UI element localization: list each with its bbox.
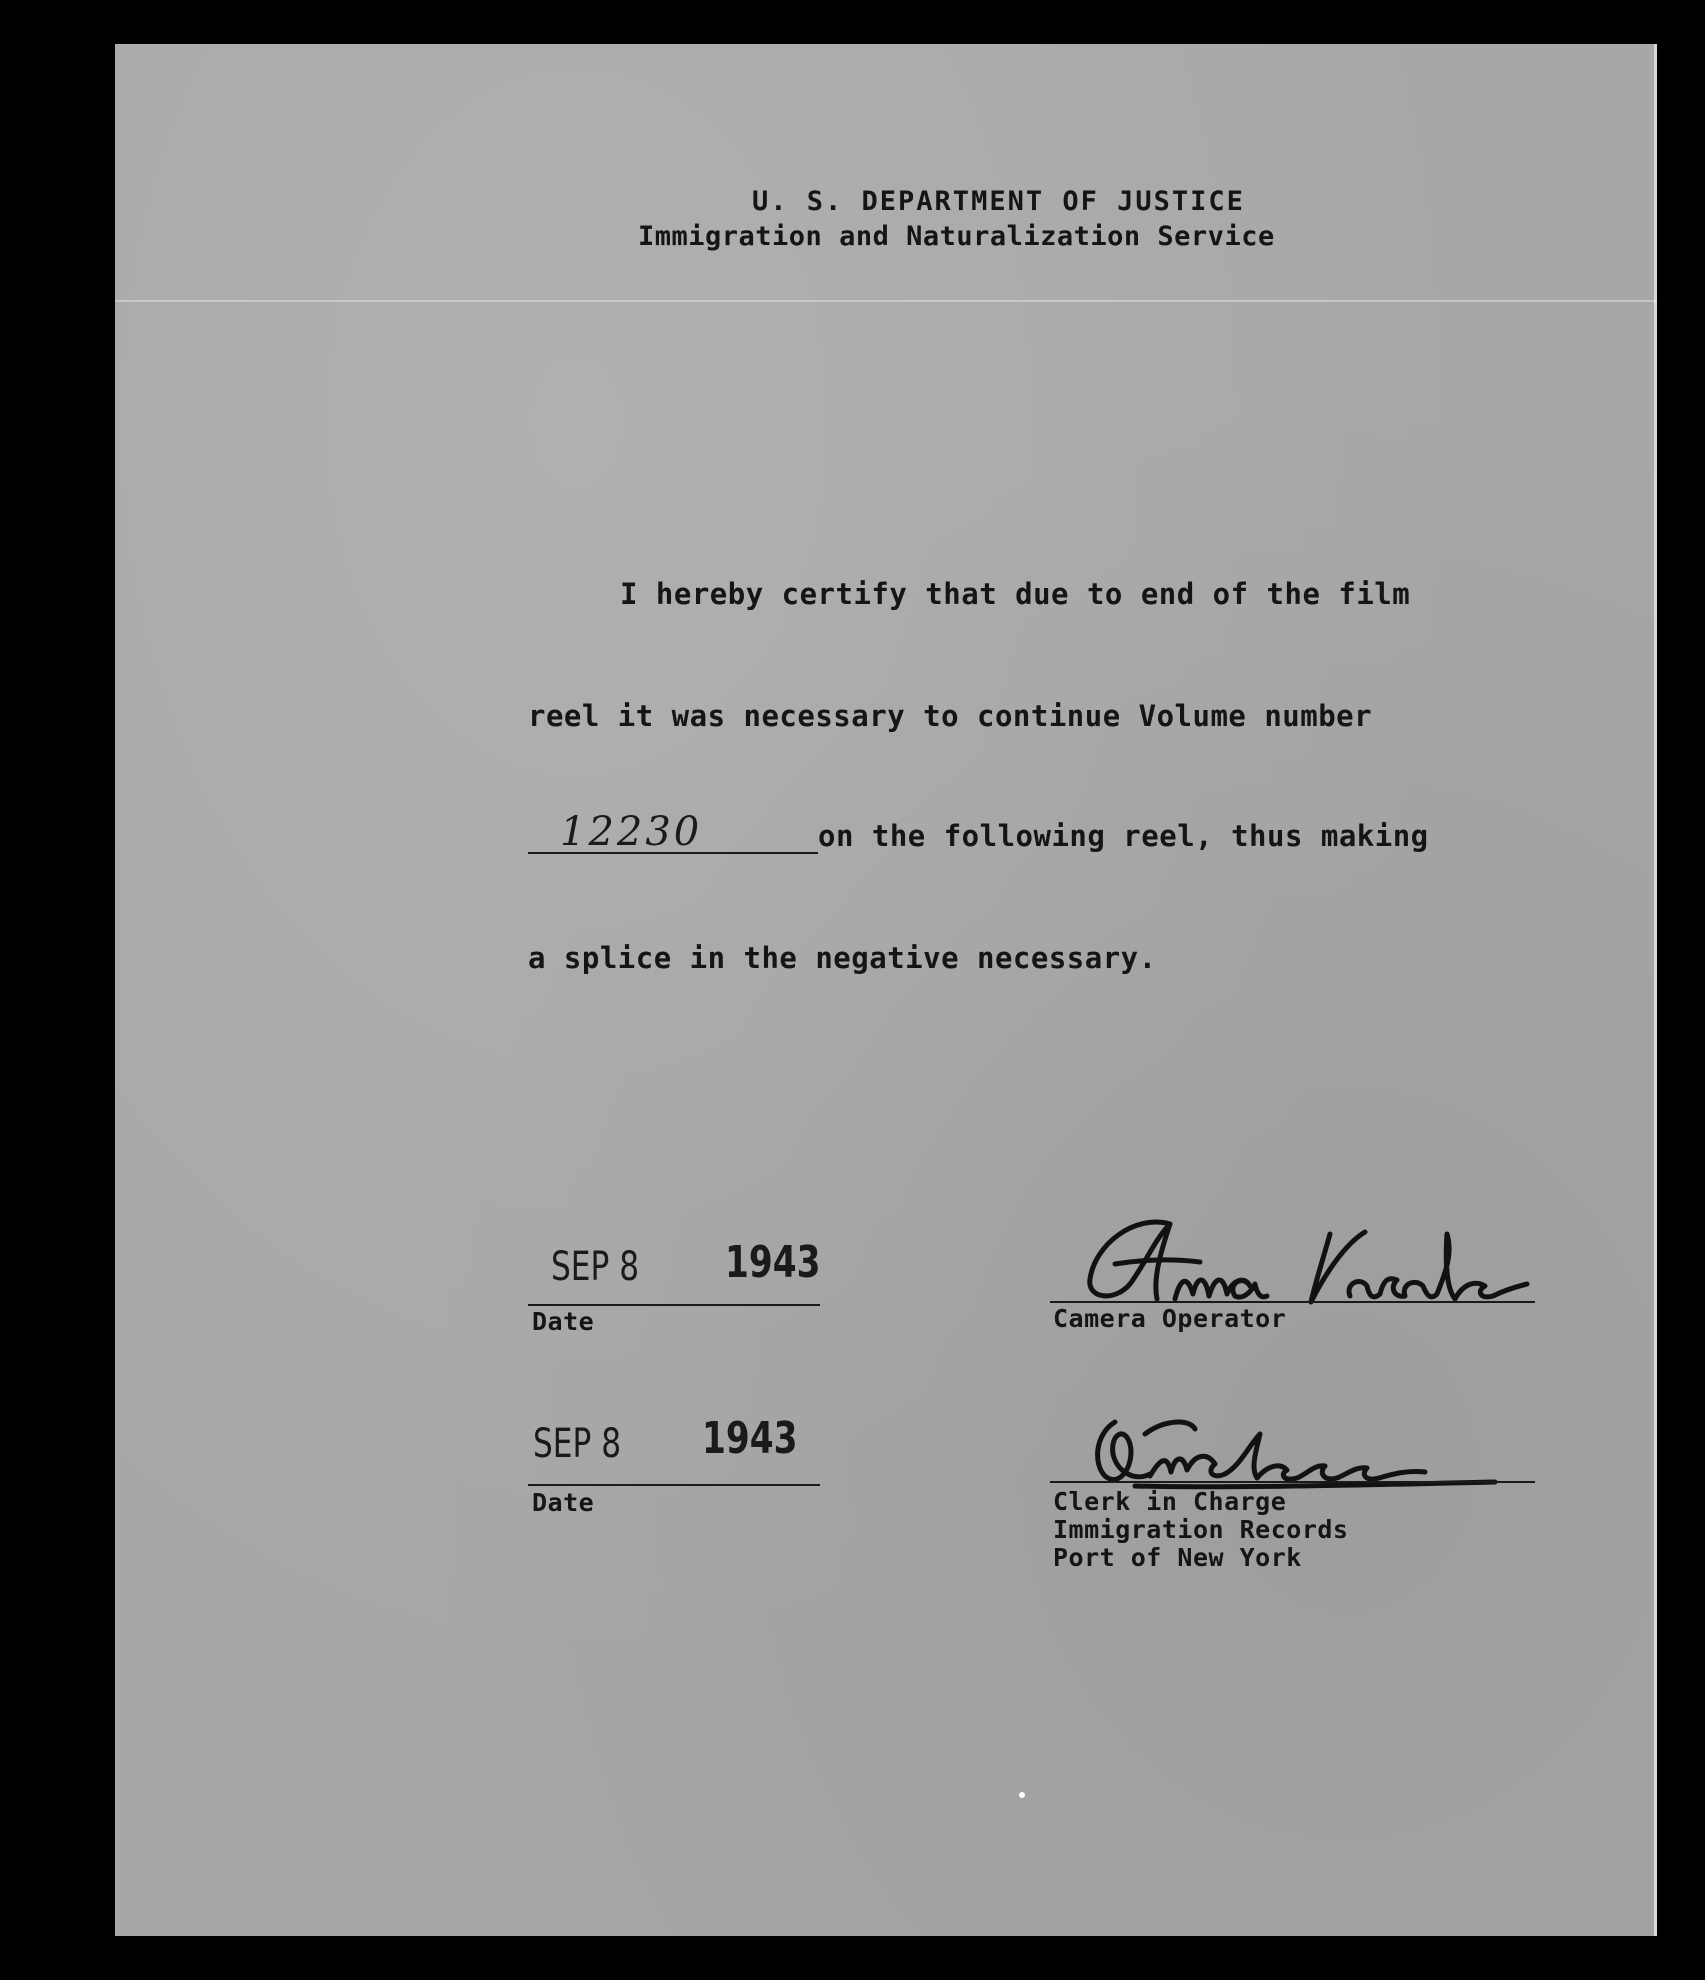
volume-number-handwritten: 12230 [560, 809, 703, 855]
clerk-signature [1075, 1404, 1545, 1499]
clerk-signature-line [1050, 1481, 1535, 1483]
department-heading: U. S. DEPARTMENT OF JUSTICE [752, 186, 1245, 217]
camera-operator-signature [1075, 1204, 1545, 1314]
service-heading: Immigration and Naturalization Service [638, 221, 1275, 252]
clerk-title-line-2: Immigration Records [1053, 1515, 1349, 1544]
date-stamp-2-year: 1943 [702, 1413, 798, 1464]
document-page [115, 44, 1657, 1936]
film-speck [1019, 1792, 1025, 1798]
date-line-2 [528, 1484, 820, 1486]
camera-operator-signature-line [1050, 1301, 1535, 1303]
certificate-line-2: reel it was necessary to continue Volume number [528, 699, 1373, 733]
certificate-line-1: I hereby certify that due to end of the film [620, 577, 1411, 611]
date-label-2: Date [532, 1488, 595, 1517]
clerk-title-line-1: Clerk in Charge [1053, 1487, 1287, 1516]
header-fold-line [115, 300, 1657, 302]
clerk-title-line-3: Port of New York [1053, 1543, 1302, 1572]
date-stamp-1-year: 1943 [725, 1237, 821, 1288]
certificate-line-3: on the following reel, thus making [818, 819, 1429, 853]
date-stamp-1-day: SEP 8 [551, 1244, 640, 1290]
date-stamp-2-day: SEP 8 [533, 1421, 622, 1467]
date-label-1: Date [532, 1307, 595, 1336]
certificate-line-4: a splice in the negative necessary. [528, 941, 1157, 975]
camera-operator-label: Camera Operator [1053, 1304, 1287, 1333]
date-line-1 [528, 1304, 820, 1306]
volume-number-blank-line [528, 852, 818, 854]
